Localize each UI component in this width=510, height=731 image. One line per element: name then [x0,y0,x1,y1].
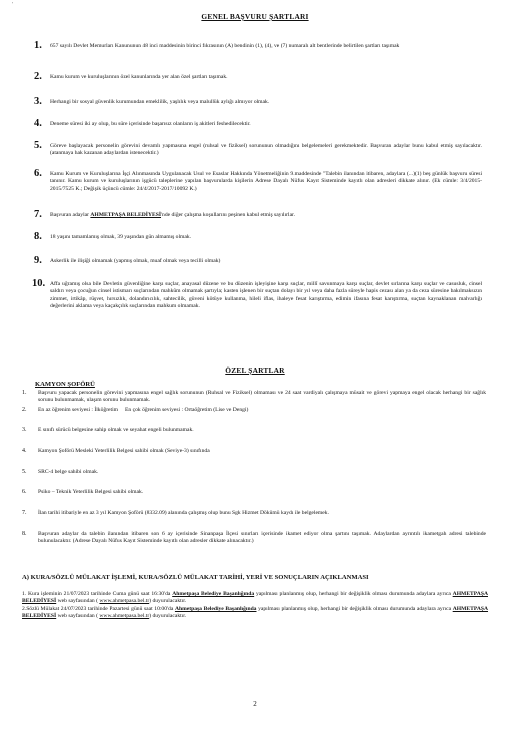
municipality-name: AHMETPAŞA BELEDİYESİ [90,212,162,218]
general-item-9-text: Askerlik ile ilişiği olmamak (yapmış olmak, muaf olmak veya tecilli olmak) [50,258,221,264]
general-item-8-text: 18 yaşını tamamlamış olmak, 39 yaşından gün almamış olmak. [50,234,192,240]
page-number: 2 [253,700,257,708]
general-item-4-text: Deneme süresi iki ay olup, bu süre içerisinde başarısız olanların iş akitleri feshedilecektir. [50,121,251,127]
general-item-5-number: 5. [34,140,42,151]
general-item-10-text: Affa uğramış olsa bile Devletin güvenliğine karşı suçlar, anayasal düzene ve bu düzenin işleyişine karşı suçlar, millî savunmaya karşı suçlar, devlet sırlarına karşı suçlar ve casusluk, cinsel saldırı veya çocuğun cinsel istismarı suçlarından mahkûm olmamak şartıyla; kasten işlenen bir suçtan dolayı bir yıl veya daha fazla süreyle hapis cezası alan ya da ceza süresine bakılmaksızın zimmet, irtikâp, rüşvet, hırsızlık, dolandırıcılık, sahtecilik, güveni kötüye kullanma, hileli iflas, ihaleye fesat karıştırma, edimin ifasına fesat karıştırma, suçtan kaynaklanan malvarlığı değerlerini aklama veya kaçakçılık suçlarından mahkum olmamak. [50,281,482,310]
general-item-8-number: 8. [34,231,42,242]
lottery-p1-municipality: AHMETPAŞA BELEDİYESİ [22,591,488,605]
special-item-3-number: 3. [22,427,27,433]
general-item-6-text: Kamu Kurum ve Kuruluşlarına İşçi Alınmasında Uygulanacak Usul ve Esaslar Hakkında Yönetmeliğinin 9.maddesinde "Talebin ilanından itibaren, adaylara (...)(1) beş günlük başvuru süresi tanınır. Kamu kurum ve kuruluşlarının işgücü taleplerine yapılan başvurularda kişilerin Adrese Dayalı Nüfus Kayıt Sisteminde kayıtlı olan adresleri dikkate alınır. (Ek cümle: 3/4/2015-2015/7525 K.; Değişik üçüncü cümle: 24/4/2017-2017/10092 K.) [50,171,482,192]
lottery-paragraph-1 [22,591,488,606]
general-item-1-text: 657 sayılı Devlet Memurları Kanununun 48 inci maddesinin birinci fıkrasının (A) bendinin (1), (4), ve (7) numaralı alt bentlerinde belirtilen şartları taşımak [50,43,400,49]
special-item-7-number: 7. [22,510,27,516]
general-item-1-number: 1. [34,40,42,51]
lottery-p1-a: 1. Kura işleminin 21/07/2023 tarihinde Cuma günü saat 16:30'da [22,591,173,597]
special-item-8-number: 8. [22,531,27,537]
special-item-6-text: Psiko – Teknik Yeterlilik Belgesi sahibi olmak. [38,489,144,495]
special-item-1-number: 1. [22,390,27,396]
special-requirements-title: ÖZEL ŞARTLAR [225,366,285,375]
general-item-7-number: 7. [34,209,42,220]
general-item-3-number: 3. [34,96,42,107]
special-item-4-text: Kamyon Şoförü Mesleki Yeterlilik Belgesi sahibi olmak (Seviye-3) sınıfında [38,448,210,454]
lottery-section-title: A) KURA/SÖZLÜ MÜLAKAT İŞLEMİ, KURA/SÖZLÜ MÜLAKAT TARİHİ, YERİ VE SONUÇLARIN AÇIKLANMASI [22,574,369,581]
lottery-p1-venue: Ahmetpaşa Belediye Başanlığında [172,591,255,597]
lottery-p1-g: ) duyurulacaktır. [149,598,187,605]
general-item-5-text: Göreve başlayacak personelin görevini devamlı yapmasına engel (ruhsal ve fiziksel) sorununun olmadığını belgelemeleri gerekmektedir. Başvuran adaylar bunu kabul etmiş sayılacaktır. (atanmaya hak kazanan adaylardan istenecektir.) [50,143,482,157]
general-item-2-text: Kamu kurum ve kuruluşlarının özel kanunlarında yer alan özel şartları taşımak. [50,74,228,80]
lottery-p1-website-link[interactable]: www.ahmetpasa.bel.tr [99,598,150,605]
special-item-6-number: 6. [22,489,27,495]
special-item-1-text: Başvuru yapacak personelin görevini yapmasına engel sağlık sorununun (Ruhsal ve Fiziksel) olmaması ve 24 saat vardiyalı çalışmaya müsait ve görevi yapmaya engel olacak herhangi bir sağlık sorunu bulunmamak, ulaşım sorunu bulunmamak. [38,390,486,404]
special-item-4-number: 4. [22,448,27,454]
scan-mark: ' [12,2,14,8]
lottery-p1-e: web sayfasından ( [56,598,100,605]
general-item-9-number: 9. [34,255,42,266]
interview-p2-website-link[interactable]: www.ahmetpasa.bel.tr [99,613,150,620]
general-item-7-text [50,212,482,219]
general-item-7-text-after: 'nde diğer çalışma koşullarını peşinen kabul etmiş sayılırlar. [161,212,295,218]
special-item-7-text: İlan tarihi itibariyle en az 3 yıl Kamyon Şoförü (8332.09) alanında çalışmış olup bunu Sgk Hizmet Dökümü kaydı ile belgelemek. [38,510,329,516]
interview-p2-venue: Ahmetpaşa Belediye Başanlığında [174,606,257,612]
special-item-2-number: 2. [22,407,27,413]
truck-driver-heading: KAMYON ŞOFÖRÜ [35,381,95,388]
special-item-3-text: E sınıfı sürücü belgesine sahip olmak ve seyahat engeli bulunmamak. [38,427,194,433]
special-item-2-text: En az öğrenim seviyesi : İlköğretim En çok öğrenim seviyesi : Ortaöğretim (Lise ve Dengi) [38,407,249,413]
interview-p2-e: web sayfasından ( [56,613,100,620]
lottery-p1-c: yapılması planlanmış olup, herhangi bir değişiklik olması durumunda adaylara ayrıca [254,591,453,597]
general-item-2-number: 2. [34,71,42,82]
interview-paragraph-2 [22,606,488,621]
interview-p2-municipality: AHMETPAŞA BELEDİYESİ [22,606,489,620]
interview-p2-a: 2.Sözlü Mülakat 24/07/2023 tarihinde Pazartesi günü saat 10:00'da [22,606,175,612]
general-item-10-number: 10. [32,278,46,289]
general-item-3-text: Herhangi bir sosyal güvenlik kurumundan emeklilik, yaşlılık veya malullük aylığı almıyor olmak. [50,99,270,105]
general-item-4-number: 4. [34,118,42,129]
special-item-8-text: Başvuran adaylar da talebin ilanından itibaren son 6 ay içerisinde Sinanpaşa İlçesi sınırları içerisinde ikamet ediyor olma şartını taşımak. Adaylardan ayrıntılı ikametgah adresi talebinde bulunulacaktır. (Adrese Dayalı Nüfus Kayıt Sisteminde kayıtlı olan adresler dikkate alınacaktır.) [38,531,486,545]
special-item-5-text: SRC-4 belge sahibi olmak. [38,469,99,475]
special-item-5-number: 5. [22,469,27,475]
general-item-6-number: 6. [34,168,42,179]
interview-p2-c: yapılması planlanmış olup, herhangi bir değişiklik olması durumunda adaylara ayrıca [256,606,453,612]
general-item-7-text-before: Başvuran adaylar [50,212,91,218]
general-requirements-title: GENEL BAŞVURU ŞARTLARI [201,12,309,21]
interview-p2-g: ) duyurulacaktır. [149,613,187,620]
